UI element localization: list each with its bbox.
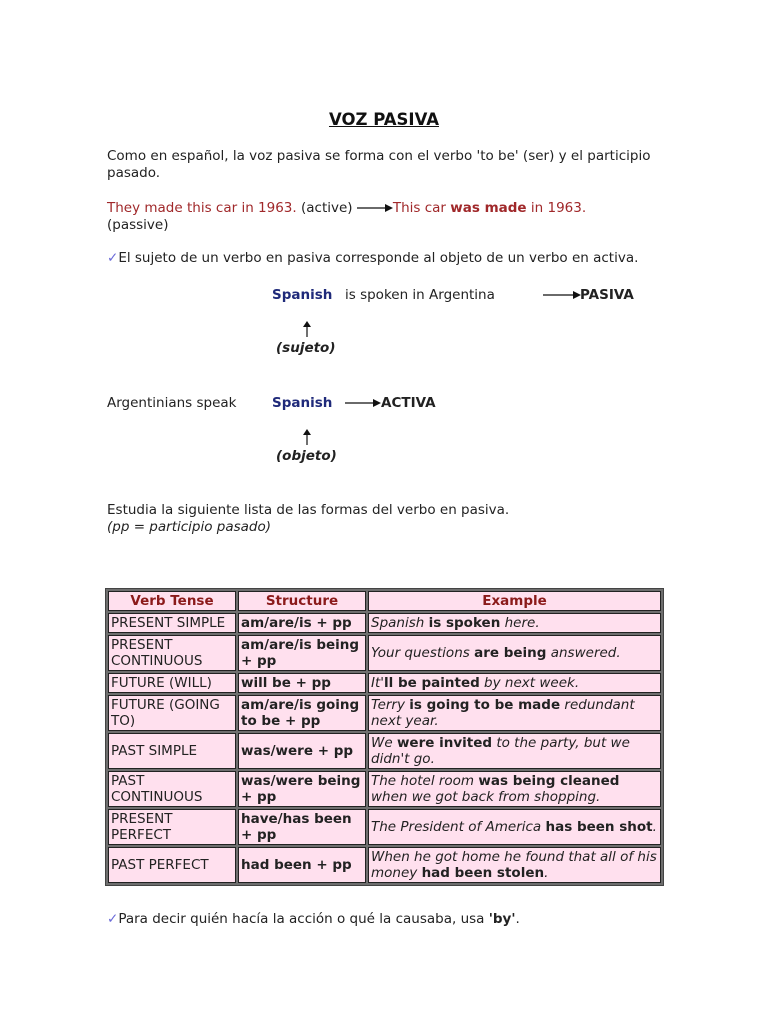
table-header-row <box>108 591 661 611</box>
table-row <box>108 635 661 671</box>
diagram-subject-label: (sujeto) <box>276 340 336 356</box>
example-cell: Your questions are being answered. <box>368 635 661 671</box>
study-paragraph: Estudia la siguiente lista de las formas del verbo en pasiva. (pp = participio pasado) <box>107 502 510 535</box>
tense-cell: FUTURE (WILL) <box>108 673 236 693</box>
example-cell: It'll be painted by next week. <box>368 673 661 693</box>
tense-cell: PAST PERFECT <box>108 847 236 883</box>
structure-cell: am/are/is being + pp <box>238 635 366 671</box>
tense-cell: PRESENT PERFECT <box>108 809 236 845</box>
header-verb-tense: Verb Tense <box>108 591 236 611</box>
structure-cell: have/has been + pp <box>238 809 366 845</box>
note-subject-object: ✓El sujeto de un verbo en pasiva corresponde al objeto de un verbo en activa. <box>107 250 639 266</box>
diagram-active-pre: Argentinians speak <box>107 395 237 411</box>
tense-cell: PAST CONTINUOUS <box>108 771 236 807</box>
example-sentence <box>107 200 667 234</box>
table-row <box>108 733 661 769</box>
right-arrow-icon <box>543 290 581 300</box>
example-cell: The President of America has been shot. <box>368 809 661 845</box>
example-cell: Terry is going to be made redundant next year. <box>368 695 661 731</box>
example-cell: When he got home he found that all of his money had been stolen. <box>368 847 661 883</box>
study-note: (pp = participio pasado) <box>107 519 272 535</box>
diagram-word-active: Spanish <box>272 395 333 411</box>
structure-cell: was/were + pp <box>238 733 366 769</box>
tense-cell: PAST SIMPLE <box>108 733 236 769</box>
passive-sentence: This car was made in 1963. <box>392 200 587 216</box>
up-arrow-icon <box>302 429 312 445</box>
right-arrow-icon <box>345 398 381 408</box>
table-row <box>108 771 661 807</box>
passive-tag: (passive) <box>107 217 169 233</box>
table-row <box>108 847 661 883</box>
diagram-object-label: (objeto) <box>276 448 337 464</box>
structure-cell: had been + pp <box>238 847 366 883</box>
diagram-passive-rest: is spoken in Argentina <box>345 287 495 303</box>
tense-cell: PRESENT CONTINUOUS <box>108 635 236 671</box>
tense-cell: FUTURE (GOING TO) <box>108 695 236 731</box>
example-cell: The hotel room was being cleaned when we got back from shopping. <box>368 771 661 807</box>
up-arrow-icon <box>302 321 312 337</box>
structure-cell: will be + pp <box>238 673 366 693</box>
passive-forms-table <box>105 588 664 886</box>
table-row <box>108 673 661 693</box>
example-cell: Spanish is spoken here. <box>368 613 661 633</box>
table-row <box>108 695 661 731</box>
active-tag: (active) <box>296 200 357 216</box>
example-cell: We were invited to the party, but we didn't go. <box>368 733 661 769</box>
intro-paragraph: Como en español, la voz pasiva se forma con el verbo 'to be' (ser) y el participio pasado. <box>107 148 651 181</box>
right-arrow-icon <box>357 203 393 213</box>
tense-cell: PRESENT SIMPLE <box>108 613 236 633</box>
check-icon: ✓ <box>107 250 119 266</box>
page-title: VOZ PASIVA <box>328 110 439 129</box>
check-icon: ✓ <box>107 911 119 927</box>
header-structure: Structure <box>238 591 366 611</box>
table-row <box>108 613 661 633</box>
structure-cell: am/are/is + pp <box>238 613 366 633</box>
structure-cell: was/were being + pp <box>238 771 366 807</box>
header-example: Example <box>368 591 661 611</box>
diagram-active-label: ACTIVA <box>381 395 436 411</box>
structure-cell: am/are/is going to be + pp <box>238 695 366 731</box>
active-sentence: They made this car in 1963. <box>107 200 297 216</box>
table-row <box>108 809 661 845</box>
diagram-passive-label: PASIVA <box>580 287 634 303</box>
note-by: ✓Para decir quién hacía la acción o qué la causaba, usa 'by'. <box>107 911 520 927</box>
diagram-word-passive: Spanish <box>272 287 333 303</box>
